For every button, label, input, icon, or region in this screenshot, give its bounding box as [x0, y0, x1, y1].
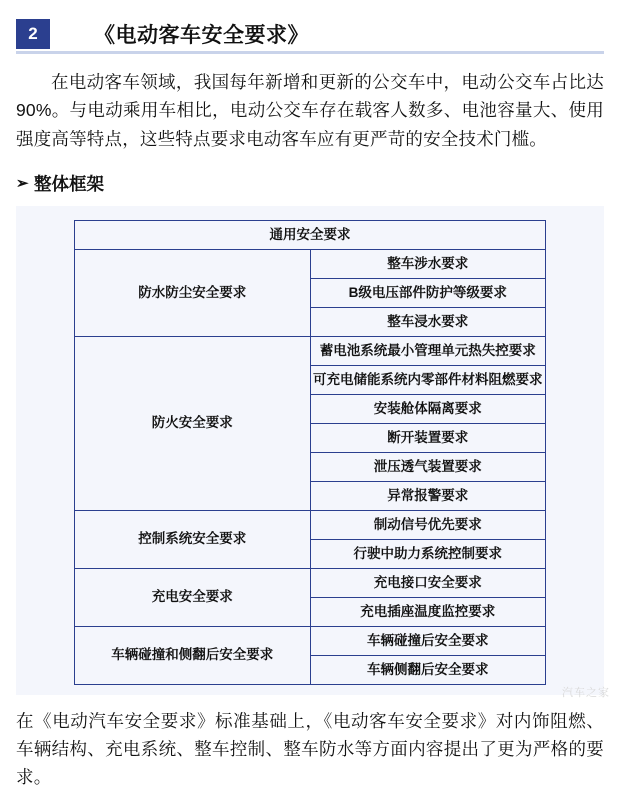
table-cell-requirement: 充电插座温度监控要求	[310, 597, 546, 626]
section-header	[16, 14, 604, 54]
table-cell-requirement: 充电接口安全要求	[310, 568, 546, 597]
table-cell-requirement: 异常报警要求	[310, 481, 546, 510]
arrow-bullet-icon: ➢	[16, 175, 29, 193]
framework-panel	[16, 206, 604, 695]
table-cell-requirement: 整车涉水要求	[310, 249, 546, 278]
table-cell-category: 防水防尘安全要求	[75, 249, 311, 336]
table-cell-requirement: 可充电储能系统内零部件材料阻燃要求	[310, 365, 546, 394]
table-cell-general-requirement: 通用安全要求	[75, 220, 546, 249]
closing-paragraph: 在《电动汽车安全要求》标准基础上，《电动客车安全要求》对内饰阻燃、车辆结构、充电系统、整车控制、整车防水等方面内容提出了更为严格的要求。	[16, 710, 604, 788]
header-divider	[16, 51, 604, 54]
page-title: 《电动客车安全要求》	[94, 24, 309, 47]
table-row	[75, 249, 546, 278]
table-cell-requirement: 蓄电池系统最小管理单元热失控要求	[310, 336, 546, 365]
table-row	[75, 510, 546, 539]
table-cell-category: 控制系统安全要求	[75, 510, 311, 568]
table-row	[75, 626, 546, 655]
watermark: 汽车之家	[562, 687, 610, 699]
table-cell-category: 充电安全要求	[75, 568, 311, 626]
table-cell-requirement: 断开装置要求	[310, 423, 546, 452]
table-row	[75, 220, 546, 249]
table-cell-requirement: 泄压透气装置要求	[310, 452, 546, 481]
table-cell-requirement: 整车浸水要求	[310, 307, 546, 336]
requirements-table	[74, 220, 546, 685]
section-number-badge: 2	[16, 19, 50, 49]
intro-paragraph: 在电动客车领域，我国每年新增和更新的公交车中，电动公交车占比达90%。与电动乘用车相比，电动公交车存在载客人数多、电池容量大、使用强度高等特点，这些特点要求电动客车应有更严苛的安全技术门槛。	[16, 72, 604, 149]
subsection-heading	[16, 171, 604, 196]
table-cell-requirement: 车辆侧翻后安全要求	[310, 655, 546, 684]
table-row	[75, 568, 546, 597]
table-cell-requirement: B级电压部件防护等级要求	[310, 278, 546, 307]
subsection-label: 整体框架	[34, 173, 104, 194]
table-cell-requirement: 行驶中助力系统控制要求	[310, 539, 546, 568]
table-cell-requirement: 制动信号优先要求	[310, 510, 546, 539]
table-cell-requirement: 安装舱体隔离要求	[310, 394, 546, 423]
table-cell-requirement: 车辆碰撞后安全要求	[310, 626, 546, 655]
table-cell-category: 防火安全要求	[75, 336, 311, 510]
table-cell-category: 车辆碰撞和侧翻后安全要求	[75, 626, 311, 684]
table-row	[75, 336, 546, 365]
